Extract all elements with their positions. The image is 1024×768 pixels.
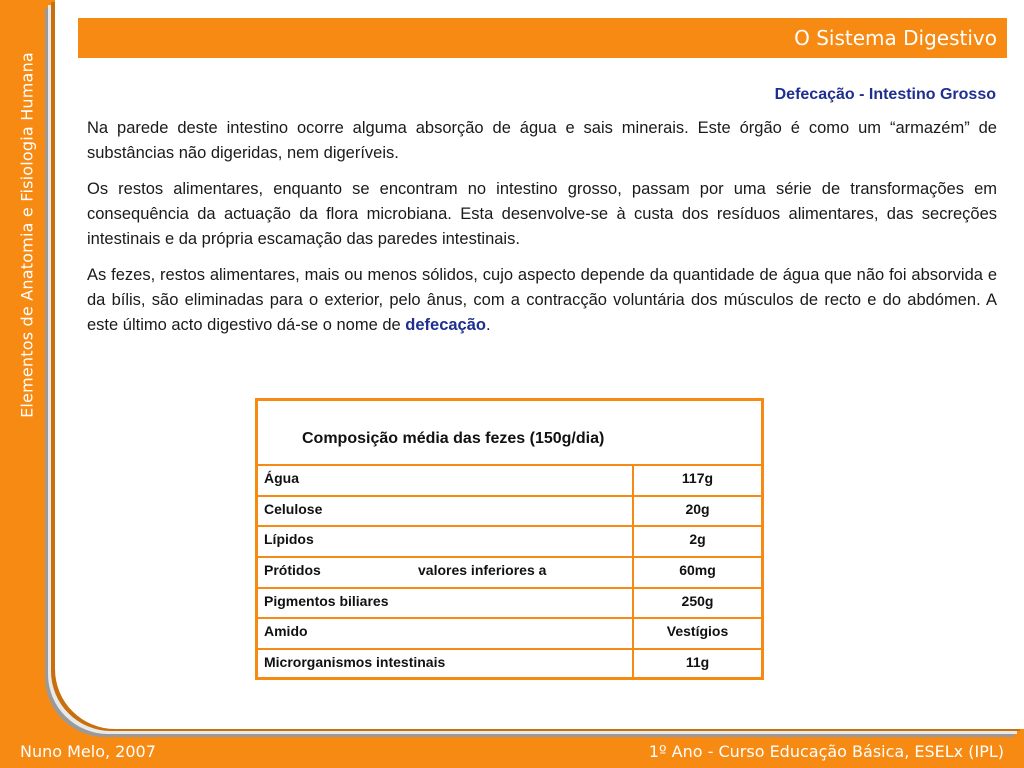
- row-label: Lípidos: [264, 531, 314, 548]
- table-row: [258, 464, 761, 495]
- row-label: Celulose: [264, 500, 323, 517]
- cell-name: [258, 527, 634, 556]
- cell-name: [258, 558, 634, 587]
- paragraph-3-end: .: [485, 316, 491, 334]
- row-note: valores inferiores a: [418, 562, 547, 579]
- row-label: Água: [264, 470, 299, 486]
- cell-value: 60mg: [679, 562, 716, 579]
- section-subtitle: Defecação - Intestino Grosso: [774, 86, 996, 103]
- cell-name: [258, 650, 634, 679]
- paragraph-3-text: As fezes, restos alimentares, mais ou menos sólidos, cujo aspecto depende da quantidade de água que não foi absorvida e da bílis, são eliminadas para o exterior, pelo ânus, com a contracção voluntária dos músculos de recto e do abdómen. A este último acto digestivo dá-se o nome de: [87, 266, 997, 334]
- row-label: Prótidos: [264, 562, 321, 579]
- cell-name: [258, 589, 634, 618]
- slide-title: O Sistema Digestivo: [794, 26, 997, 50]
- cell-name: [258, 619, 634, 648]
- table-row: [258, 617, 761, 648]
- paragraph-2: Os restos alimentares, enquanto se encontram no intestino grosso, passam por uma série de transformações em consequência da actuação da flora microbiana. Esta desenvolve-se à custa dos resíduos alimentares, das secreções intestinais e da própria escamação das paredes intestinais.: [87, 180, 997, 248]
- title-bar: [78, 18, 1007, 58]
- row-label: Amido: [264, 623, 308, 640]
- table-row: [258, 648, 761, 679]
- body-text: [87, 116, 997, 349]
- cell-name: [258, 466, 634, 495]
- footer-course: 1º Ano - Curso Educação Básica, ESELx (IPL): [648, 742, 1004, 761]
- table-row: [258, 495, 761, 526]
- cell-value: Vestígios: [666, 623, 729, 640]
- row-label: Pigmentos biliares: [264, 592, 389, 609]
- table-row: [258, 525, 761, 556]
- cell-value: 117g: [681, 470, 714, 486]
- table-row: [258, 556, 761, 587]
- vertical-course-title: Elementos de Anatomia e Fisiologia Humana: [17, 52, 37, 418]
- highlighted-term: defecação: [405, 316, 486, 334]
- side-panel: [0, 0, 55, 729]
- cell-value: 2g: [689, 531, 706, 548]
- composition-table: [255, 398, 764, 680]
- table-row: [258, 587, 761, 618]
- footer-author: Nuno Melo, 2007: [20, 742, 156, 761]
- paragraph-3: [87, 263, 997, 338]
- cell-value: 250g: [681, 592, 714, 609]
- cell-value: 11g: [685, 654, 710, 671]
- cell-value: 20g: [685, 500, 710, 517]
- table-caption: Composição média das fezes (150g/dia): [302, 430, 605, 447]
- row-label: Microrganismos intestinais: [264, 654, 446, 671]
- paragraph-1: Na parede deste intestino ocorre alguma absorção de água e sais minerais. Este órgão é como um “armazém” de substâncias não digeridas, nem digeríveis.: [87, 119, 997, 162]
- cell-name: [258, 497, 634, 526]
